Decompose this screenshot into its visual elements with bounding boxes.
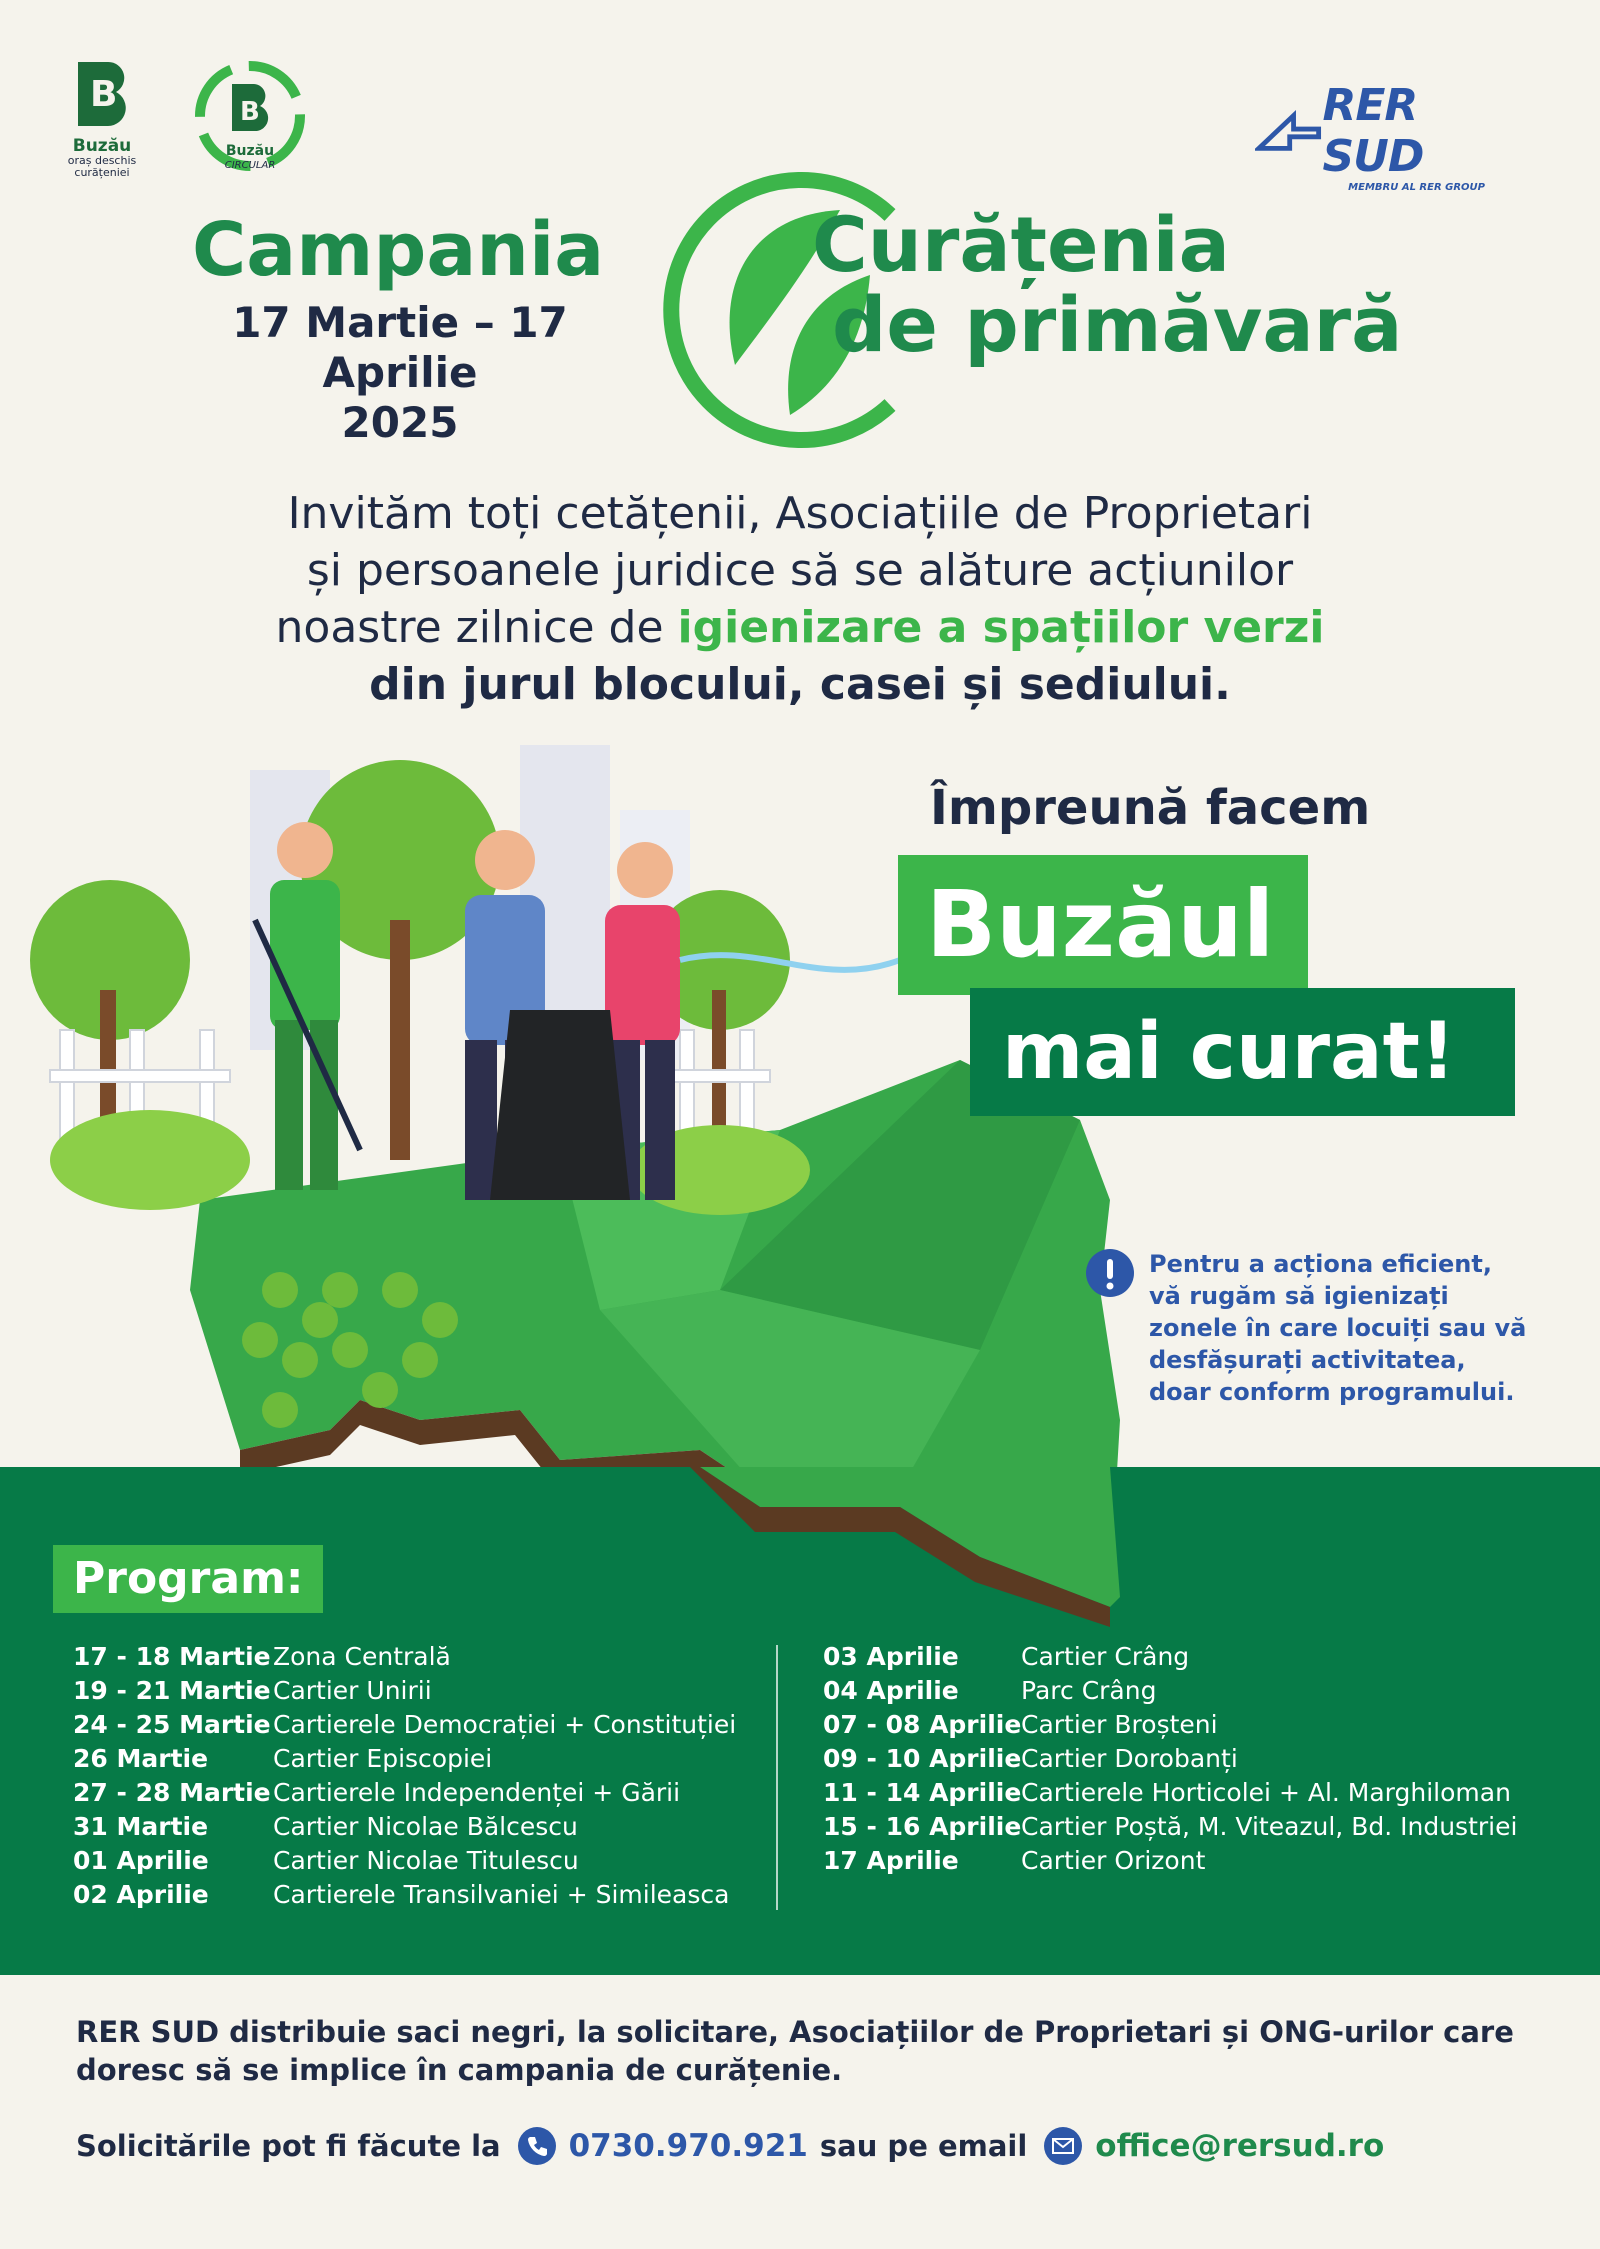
program-row [73,1776,773,1810]
program-place: Zona Centrală [273,1642,451,1671]
program-date: 31 Martie [73,1812,209,1841]
program-place: Cartier Dorobanți [1021,1744,1238,1773]
program-divider [776,1645,778,1910]
intro-line2: și persoanele juridice să se alăture acțiunilor [306,545,1294,596]
slogan-line2: Buzăul [926,871,1275,978]
campaign-dates-year: 2025 [341,398,459,447]
svg-text:B: B [90,74,118,115]
footer-line2: doresc să se implice în campania de curățenie. [76,2053,843,2087]
campaign-title-line1: Curățenia [812,200,1230,289]
buzau-logo [62,54,142,179]
program-date: 27 - 28 Martie [73,1778,271,1807]
program-row [823,1640,1583,1674]
program-row [823,1810,1583,1844]
email-icon [1043,2126,1083,2166]
program-row [823,1742,1583,1776]
program-date: 19 - 21 Martie [73,1676,271,1705]
svg-text:B: B [240,97,260,127]
contact-prefix: Solicitările pot fi făcute la [76,2129,501,2163]
program-row [73,1708,773,1742]
footer-contact [76,2126,1384,2166]
notice-text [1149,1248,1526,1408]
program-place: Cartierele Transilvaniei + Simileasca [273,1880,730,1909]
contact-middle: sau pe email [819,2129,1028,2163]
phone-link[interactable]: 0730.970.921 [568,2128,808,2164]
program-place: Cartierele Independenței + Gării [273,1778,681,1807]
program-date: 07 - 08 Aprilie [823,1710,1022,1739]
rer-sud-logo [1255,80,1525,193]
rer-arrow-icon [1255,109,1322,153]
program-date: 24 - 25 Martie [73,1710,271,1739]
notice-line2: vă rugăm să igienizați [1149,1282,1449,1310]
program-row [73,1878,773,1912]
program-date: 01 Aprilie [73,1846,209,1875]
program-date: 15 - 16 Aprilie [823,1812,1022,1841]
intro-line4: din jurul blocului, casei și sediului. [369,659,1231,710]
program-row [73,1742,773,1776]
program-date: 17 - 18 Martie [73,1642,271,1671]
campaign-word: Campania [192,207,605,293]
slogan-line3: mai curat! [1002,1007,1456,1097]
program-date: 17 Aprilie [823,1846,959,1875]
program-row [823,1674,1583,1708]
buzau-circular-tagline: CIRCULAR [224,160,276,171]
notice-line4: desfășurați activitatea, [1149,1346,1466,1374]
buzau-b-icon [62,54,142,134]
notice-line5: doar conform programului. [1149,1378,1515,1406]
program-row [73,1674,773,1708]
rer-sud-name: RER SUD [1322,80,1424,182]
program-row [73,1640,773,1674]
intro-highlight: igienizare a spațiilor verzi [677,602,1325,653]
program-left-list [73,1640,773,1912]
slogan-line1: Împreună facem [930,780,1371,836]
notice-line1: Pentru a acționa eficient, [1149,1250,1492,1278]
email-link[interactable]: office@rersud.ro [1095,2128,1385,2164]
intro-line1: Invităm toți cetățenii, Asociațiile de Proprietari [287,488,1313,539]
campaign-dates-range: 17 Martie – 17 Aprilie [232,298,568,397]
exclamation-icon [1085,1248,1135,1298]
program-row [73,1810,773,1844]
program-place: Cartier Poștă, M. Viteazul, Bd. Industriei [1021,1812,1518,1841]
program-place: Cartier Nicolae Bălcescu [273,1812,578,1841]
campaign-title-line2: de primăvară [832,280,1403,369]
intro-line3-start: noastre zilnice de [275,602,678,653]
intro-text [100,485,1500,713]
program-date: 02 Aprilie [73,1880,209,1909]
program-heading: Program: [73,1553,304,1604]
program-row [823,1708,1583,1742]
footer-text [76,2013,1556,2089]
program-place: Cartierele Democrației + Constituției [273,1710,737,1739]
program-place: Cartier Episcopiei [273,1744,493,1773]
notice [1085,1248,1565,1408]
program-date: 09 - 10 Aprilie [823,1744,1022,1773]
footer-line1: RER SUD distribuie saci negri, la solicitare, Asociațiilor de Proprietari și ONG-urilor care [76,2015,1514,2049]
program-place: Cartier Orizont [1021,1846,1206,1875]
program-date: 11 - 14 Aprilie [823,1778,1022,1807]
program-row [823,1844,1583,1878]
program-place: Cartier Crâng [1021,1642,1190,1671]
campaign-dates [160,298,640,448]
buzau-logo-name: Buzău [72,136,132,156]
program-place: Cartierele Horticolei + Al. Marghiloman [1021,1778,1511,1807]
program-place: Cartier Unirii [273,1676,432,1705]
buzau-circular-logo [190,56,310,176]
program-date: 26 Martie [73,1744,209,1773]
phone-icon [517,2126,557,2166]
slogan-mai-curat-box [970,988,1515,1116]
program-row [823,1776,1583,1810]
program-place: Cartier Nicolae Titulescu [273,1846,579,1875]
program-date: 03 Aprilie [823,1642,959,1671]
buzau-logo-tagline: oraș deschis curățeniei [67,154,137,180]
program-place: Cartier Broșteni [1021,1710,1218,1739]
campaign-title [812,200,1403,369]
buzau-circular-name: Buzău [225,143,275,159]
intro-line3 [100,599,1500,656]
program-heading-box [53,1545,323,1613]
rer-sud-tagline: MEMBRU AL RER GROUP [1348,182,1485,193]
program-right-list [823,1640,1583,1878]
notice-line3: zonele în care locuiți sau vă [1149,1314,1527,1342]
program-date: 04 Aprilie [823,1676,959,1705]
program-place: Parc Crâng [1021,1676,1157,1705]
program-row [73,1844,773,1878]
slogan-buzaul-box [898,855,1308,995]
